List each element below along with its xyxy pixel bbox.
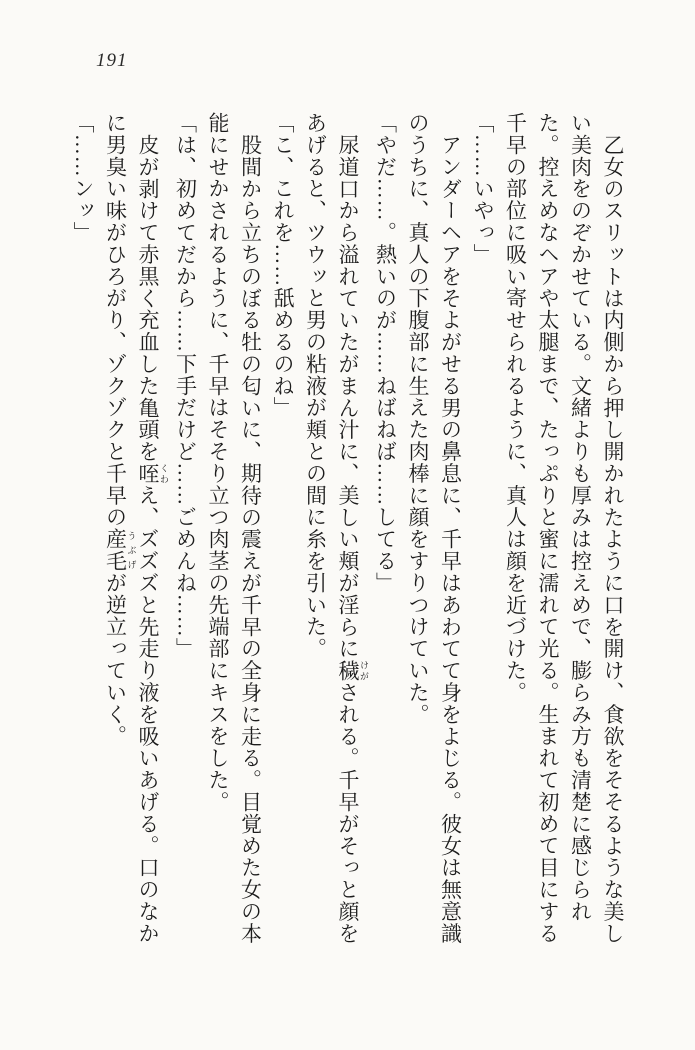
page-number: 191 [96, 50, 128, 71]
ruby-annotated-word: 産毛 うぶげ [103, 528, 137, 572]
dialogue-5: 「……ンッ」 [71, 112, 95, 244]
ruby-annotated-word: 咥 くわ [136, 462, 169, 485]
paragraph-1: 乙女のスリットは内側から押し開かれたように口を開け、食欲をそそるような美しい美肉をのぞかせている。文緒よりも厚みは控えめで、膨らみ方も清楚に感じられた。控えめなヘアや太腿まで、たっぷりと蜜に濡れて光る。生まれて初めて目にする千早の部位に吸い寄せられるように、真人は顔を近づけた。 [503, 112, 625, 945]
paragraph-2: アンダーヘアをそよがせる男の鼻息に、千早はあわてて身をよじる。彼女は無意識のうちに、真人の下腹部に生えた肉棒に顔をすりつけていた。 [406, 112, 463, 945]
dialogue-3: 「こ、これを……舐めるのね」 [271, 112, 295, 419]
dialogue-1: 「……いやっ」 [471, 112, 495, 266]
text-block [67, 112, 629, 960]
dialogue-2: 「やだ……。熱いのが……ねばねば……してる」 [373, 112, 398, 594]
paragraph-3: 尿道口から溢れていたがまん汁に、美しい頬が淫らに穢 けがされる。千早がそっと顔をあげると、ツウッと男の粘液が頬との間に糸を引いた。 [303, 112, 369, 945]
paragraph-4: 股間から立ちのぼる牡の匂いに、期待の震えが千早の全身に走る。目覚めた女の本能にせかされるように、千早はそそり立つ肉茎の先端部にキスをした。 [206, 112, 263, 945]
ruby-annotated-word: 穢 けが [336, 659, 369, 682]
paragraph-5: 皮が剥けて赤黒く充血した亀頭を咥 くわえ、ズズズと先走り液を吸いあげる。口のなかに男臭い味がひろがり、ゾクゾクと千早の産毛 うぶげが逆立っていく。 [103, 112, 169, 945]
dialogue-4: 「は、初めてだから……下手だけど……ごめんね……」 [173, 112, 198, 660]
